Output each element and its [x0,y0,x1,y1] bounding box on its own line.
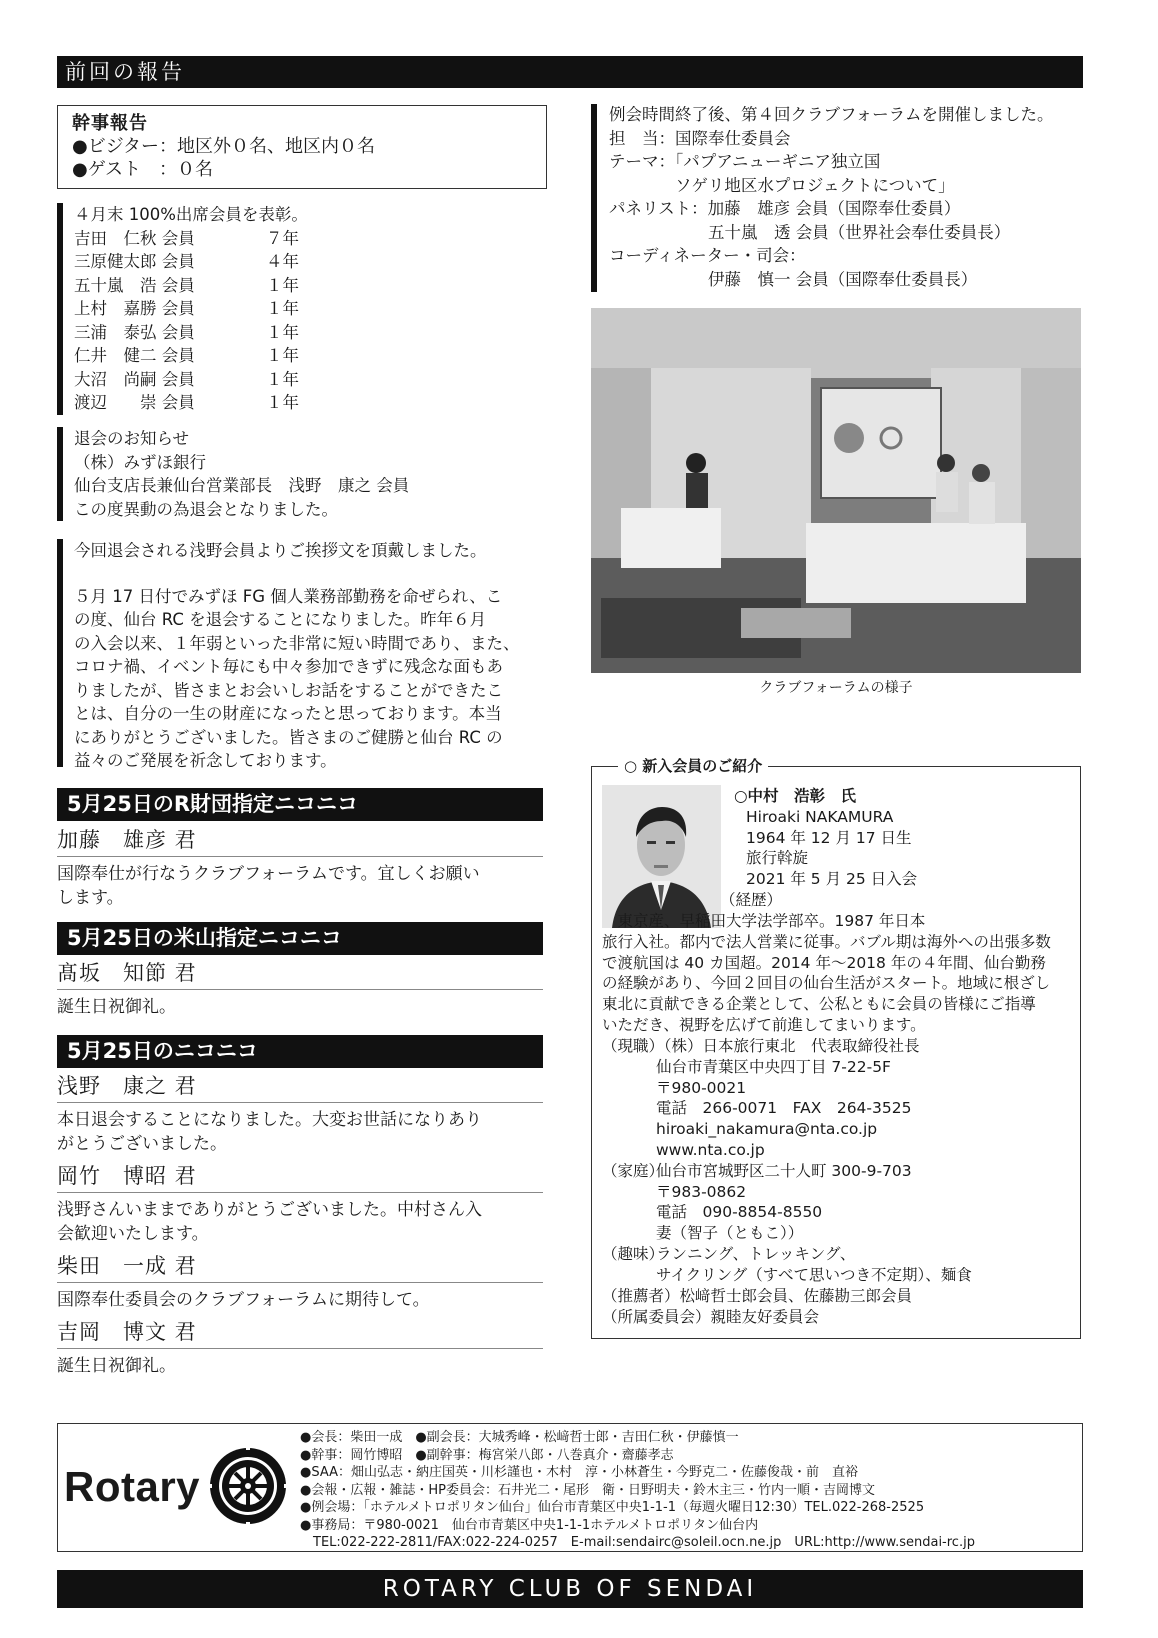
attendance-block [74,203,534,415]
greeting-left-bar [57,539,63,767]
photo-caption: クラブフォーラムの様子 [759,680,913,696]
member-detail-row [602,1078,1078,1099]
footer-line: ●会長：柴田一成 ●副会長：大城秀峰・松﨑哲士郎・吉田仁秋・伊藤慎一 [300,1430,739,1445]
member-career [602,911,1078,1036]
greeting-line: りましたが、皆さまとお会いしお話をすることができたこ [74,680,503,700]
greeting-message [74,585,544,773]
member-detail-value: hiroaki_nakamura@nta.co.jp [656,1120,878,1139]
forum-line: パネリスト：加藤 雄彦 会員（国際奉仕委員） [609,199,961,218]
niko-message-line: 国際奉仕委員会のクラブフォーラムに期待して。 [57,1290,430,1310]
attendance-member-name: 三原健太郎 会員 [74,252,195,271]
niko-yoneyama-heading: 5月25日の米山指定ニコニコ [57,922,543,955]
greeting-line: コロナ禍、イベント毎にも中々参加できずに残念な面もあ [74,657,503,676]
attendance-row [74,274,534,298]
member-committee: （所属委員会）親睦友好委員会 [602,1307,820,1326]
career-line: 旅行入社。都内で法人営業に従事。バブル期は海外への出張多数 [602,932,1051,951]
niko-member-name: 加藤 雄彦 君 [57,826,543,857]
member-detail-row [602,1182,1078,1203]
greeting-line: とは、自分の一生の財産になったと思っております。本当 [74,704,502,723]
member-romaji: Hiroaki NAKAMURA [746,807,894,826]
member-detail-row [602,1244,1078,1265]
member-detail-value: 仙台市青葉区中央四丁目 7-22-5F [656,1057,891,1076]
attendance-left-bar [57,203,63,415]
forum-left-bar [591,104,597,292]
attendance-member-name: 大沼 尚嗣 会員 [74,369,195,389]
forum-line: ソゲリ地区水プロジェクトについて」 [609,175,955,195]
greeting-intro: 今回退会される浅野会員よりご挨拶文を頂戴しました。 [74,541,487,560]
attendance-member-name: 五十嵐 浩 会員 [74,275,195,295]
rotary-wheel-graphic [208,1446,288,1526]
member-detail-value: ランニング、トレッキング、 [656,1244,856,1263]
niko-member-name: 吉岡 博文 君 [57,1318,543,1349]
niko-member-name: 浅野 康之 君 [57,1072,543,1103]
member-detail-row [602,1265,1078,1286]
attendance-member-name: 上村 嘉勝 会員 [74,299,195,318]
niko-r-foundation-heading: 5月25日のR財団指定ニコニコ [57,788,543,821]
member-detail-row [602,1119,1078,1140]
secretary-report-box [57,105,547,189]
resignation-title: 退会のお知らせ [74,429,190,448]
member-basic-info [734,786,1074,890]
forum-line: コーディネーター・司会： [609,246,806,265]
career-line: いただき、視野を広げて前進してまいります。 [602,1015,926,1034]
resignation-notice [74,427,534,521]
member-detail-label: （趣味） [602,1244,665,1263]
career-line: 東京産、早稲田大学法学部卒。1987 年日本 [602,912,926,930]
attendance-member-name: 渡辺 崇 会員 [74,393,195,412]
forum-line: 例会時間終了後、第４回クラブフォーラムを開催しました。 [609,105,1054,124]
forum-line: 担 当：国際奉仕委員会 [609,128,791,148]
attendance-member-name: 三浦 泰弘 会員 [74,322,195,342]
member-detail-row [602,1140,1078,1161]
attendance-intro: ４月末 100%出席会員を表彰。 [74,205,308,224]
forum-line: テーマ：「パプアニューギニア独立国 [609,152,881,171]
member-career-label: （経歴） [720,891,783,909]
member-recommenders: （推薦者）松﨑哲士郎会員、佐藤勘三郎会員 [602,1287,913,1305]
greeting-block [74,539,544,773]
forum-line: 伊藤 慎一 会員（国際奉仕委員長） [609,269,978,289]
greeting-line: にありがとうございました。皆さまのご健勝と仙台 RC の [74,727,503,747]
member-detail-value: 妻（智子（ともこ）） [656,1224,804,1243]
member-portrait [602,785,721,928]
career-line: の経験があり、今回２回目の仙台生活がスタート。地域に根ざし [602,974,1051,993]
niko-message [57,995,547,1019]
niko-message [57,1354,547,1378]
club-name: ROTARY CLUB OF SENDAI [382,1576,758,1602]
member-name: ○中村 浩彰 氏 [734,787,857,805]
member-detail-value: 電話 266-0071 FAX 264-3525 [656,1099,912,1118]
attendance-years: ７年 [266,228,299,248]
member-detail-value: 電話 090-8854-8550 [656,1203,823,1222]
attendance-row [74,391,534,415]
attendance-years: １年 [266,322,299,342]
footer-line: ●事務局：〒980-0021 仙台市青葉区中央1-1-1ホテルメトロポリタン仙台内 [300,1517,759,1533]
attendance-row [74,250,534,274]
greeting-line: 益々のご発展を祈念しております。 [74,751,337,770]
member-detail-row [602,1036,1078,1057]
page-title: 前回の報告 [65,60,185,84]
resignation-position: 仙台支店長兼仙台営業部長 浅野 康之 会員 [74,476,410,495]
member-join-date: 2021 年 5 月 25 日入会 [746,870,918,889]
guest-line: ●ゲスト ：０名 [72,159,213,180]
member-detail-row [602,1057,1078,1078]
club-forum-photo [591,308,1081,673]
footer-line: ●会報・広報・雑誌・HP委員会：石井光二・尾形 衛・日野明夫・鈴木主三・竹内一順・吉岡博文 [300,1482,875,1498]
resignation-reason: この度異動の為退会となりました。 [74,499,338,519]
member-detail-value: 仙台市宮城野区二十人町 300-9-703 [656,1161,912,1180]
niko-message-line: がとうございました。 [57,1134,227,1154]
niko-message [57,1198,547,1246]
member-birthdate: 1964 年 12 月 17 日生 [746,828,912,847]
member-detail-value: 〒980-0021 [656,1078,747,1097]
niko-message [57,862,547,910]
attendance-years: １年 [266,369,299,389]
resignation-company: （株）みずほ銀行 [74,452,206,472]
greeting-line: の度、仙台 RC を退会することになりました。昨年６月 [74,610,487,629]
attendance-years: １年 [266,299,299,318]
member-detail-value: （株）日本旅行東北 代表取締役社長 [656,1037,920,1055]
member-detail-row [602,1161,1078,1182]
member-detail-value: www.nta.co.jp [656,1140,765,1159]
member-detail-label: （現職） [602,1037,665,1055]
attendance-row [74,297,534,321]
attendance-member-name: 仁井 健二 会員 [74,346,195,365]
footer-line: ●SAA：畑山弘志・納庄国英・川杉謹也・木村 淳・小林蒼生・今野克二・佐藤俊哉・前 直裕 [300,1465,858,1480]
rotary-wheel-icon [208,1446,288,1526]
greeting-line: ５月 17 日付でみずほ FG 個人業務部勤務を命ぜられ、こ [74,586,503,606]
niko-message-line: します。 [57,888,124,908]
club-forum-photo-illustration [591,308,1081,673]
attendance-row [74,227,534,251]
rotary-logo-text: Rotary [64,1463,201,1510]
footer-line: ●例会場：「ホテルメトロポリタン仙台」仙台市青葉区中央1-1-1（毎週火曜日12:30）TEL.022-268-2525 [300,1500,925,1515]
attendance-list [74,227,534,415]
footer-line: ●幹事：岡竹博昭 ●副幹事：梅宮栄八郎・八巻真介・齋藤孝志 [300,1447,674,1463]
attendance-years: １年 [266,393,299,412]
career-line: 東北に貢献できる企業として、公私ともに会員の皆様にご指導 [602,995,1036,1014]
member-detail-row [602,1202,1078,1223]
niko-message-line: 誕生日祝御礼。 [57,997,176,1017]
header-bar [57,56,1083,88]
niko-message-line: 浅野さんいままでありがとうございました。中村さん入 [57,1200,482,1220]
attendance-years: １年 [266,346,299,365]
footer-officers-info [300,1429,1080,1552]
secretary-title: 幹事報告 [72,113,148,134]
new-member-box-title: ○ 新入会員のご紹介 [618,755,768,777]
club-forum-report [609,103,1089,291]
niko-message-line: 誕生日祝御礼。 [57,1356,176,1376]
member-extra [602,1286,1078,1328]
member-portrait-illustration [602,785,721,928]
footer-line: TEL:022-222-2811/FAX:022-224-0257 E-mail:sendairc@soleil.ocn.ne.jp URL:http://www.sendai-rc.jp [300,1535,975,1550]
attendance-years: ４年 [266,252,299,271]
niko-message-line: 国際奉仕が行なうクラブフォーラムです。宜しくお願い [57,864,480,884]
footer-club-bar [57,1570,1083,1608]
attendance-row [74,344,534,368]
member-category: 旅行斡旋 [746,849,809,868]
member-detail-label: （家庭） [602,1161,665,1180]
attendance-row [74,321,534,345]
visitor-line: ●ビジター：地区外０名、地区内０名 [72,136,375,157]
member-details [602,1036,1078,1286]
niko-member-name: 岡竹 博昭 君 [57,1162,543,1193]
niko-member-name: 髙坂 知節 君 [57,959,543,990]
attendance-years: １年 [266,275,299,295]
niko-message-line: 会歓迎いたします。 [57,1224,209,1244]
member-detail-value: サイクリング（すべて思いつき不定期）、麺食 [656,1265,972,1284]
resignation-left-bar [57,427,63,521]
attendance-member-name: 吉田 仁秋 会員 [74,228,195,248]
forum-line: 五十嵐 透 会員（世界社会奉仕委員長） [609,222,1011,242]
member-detail-row [602,1098,1078,1119]
attendance-row [74,368,534,392]
greeting-line: の入会以来、１年弱といった非常に短い時間であり、また、 [74,633,520,653]
niko-message [57,1108,547,1156]
career-line: で渡航国は 40 カ国超。2014 年～2018 年の４年間、仙台勤務 [602,953,1046,972]
niko-general-heading: 5月25日のニコニコ [57,1035,543,1068]
niko-message [57,1288,547,1312]
member-detail-value: 〒983-0862 [656,1182,747,1201]
niko-member-name: 柴田 一成 君 [57,1252,543,1283]
niko-message-line: 本日退会することになりました。大変お世話になりあり [57,1110,482,1130]
member-detail-row [602,1223,1078,1244]
